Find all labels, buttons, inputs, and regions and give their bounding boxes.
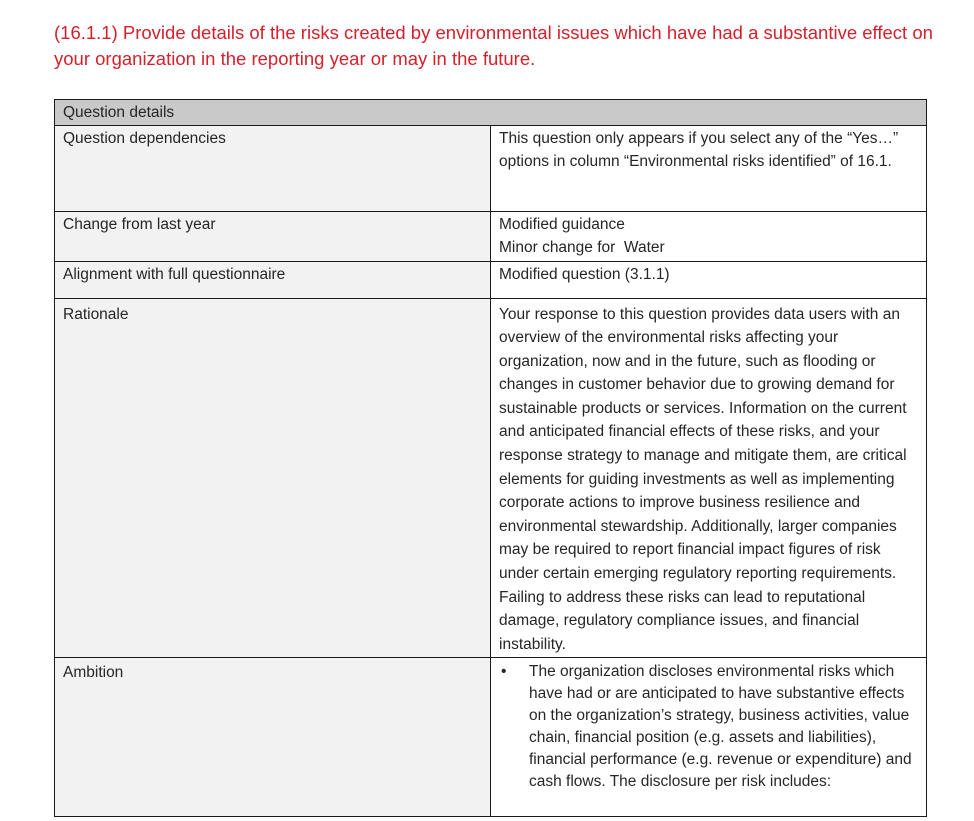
change-from-last-year-value: [491, 211, 927, 261]
table-row-ambition: [55, 658, 927, 817]
question-details-table: [54, 99, 927, 817]
change-line-minor-change: Minor change for Water: [499, 239, 665, 256]
change-line-modified-guidance: Modified guidance: [499, 215, 625, 233]
table-header-row: [55, 100, 927, 126]
bullet-icon: •: [501, 663, 507, 681]
question-dependencies-label: Question dependencies: [55, 125, 491, 211]
question-heading: (16.1.1) Provide details of the risks created by environmental issues which have had a substantive effect on your organization in the reporting year or may in the future.: [54, 22, 933, 69]
alignment-value: Modified question (3.1.1): [491, 261, 927, 298]
change-from-last-year-label: Change from last year: [55, 211, 491, 261]
table-row-question-dependencies: [55, 125, 927, 211]
table-header-cell: Question details: [55, 100, 927, 126]
alignment-label: Alignment with full questionnaire: [55, 261, 491, 298]
ambition-value: [491, 658, 927, 817]
rationale-text: Your response to this question provides data users with an overview of the environmental risks affecting your organization, now and in the future, such as flooding or changes in customer behavior due to growing demand for sustainable products or services. Information on the current and anticipated financial effects of these risks, and your response strategy to manage and mitigate them, are critical elements for guiding investments as well as implementing corporate actions to improve business resilience and environmental stewardship. Additionally, larger companies may be required to report financial impact figures of risk under certain emerging regulatory reporting requirements. Failing to address these risks can lead to reputational damage, regulatory compliance issues, and financial instability.: [499, 305, 907, 653]
table-row-alignment: [55, 261, 927, 298]
rationale-label: Rationale: [55, 298, 491, 658]
ambition-bullet-list: [499, 661, 918, 793]
ambition-bullet-text: The organization discloses environmental risks which have had or are anticipated to have substantive effects on the organization’s strategy, business activities, value chain, financial position (e.g. assets and liabilities), financial performance (e.g. revenue or expenditure) and cash flows. The disclosure per risk includes:: [529, 663, 912, 791]
table-row-rationale: [55, 298, 927, 658]
question-dependencies-value: This question only appears if you select any of the “Yes…” options in column “Environmental risks identified” of 16.1.: [491, 125, 927, 211]
ambition-bullet-item: [499, 661, 918, 793]
rationale-value: [491, 298, 927, 658]
ambition-label: Ambition: [55, 658, 491, 817]
table-row-change-from-last-year: [55, 211, 927, 261]
